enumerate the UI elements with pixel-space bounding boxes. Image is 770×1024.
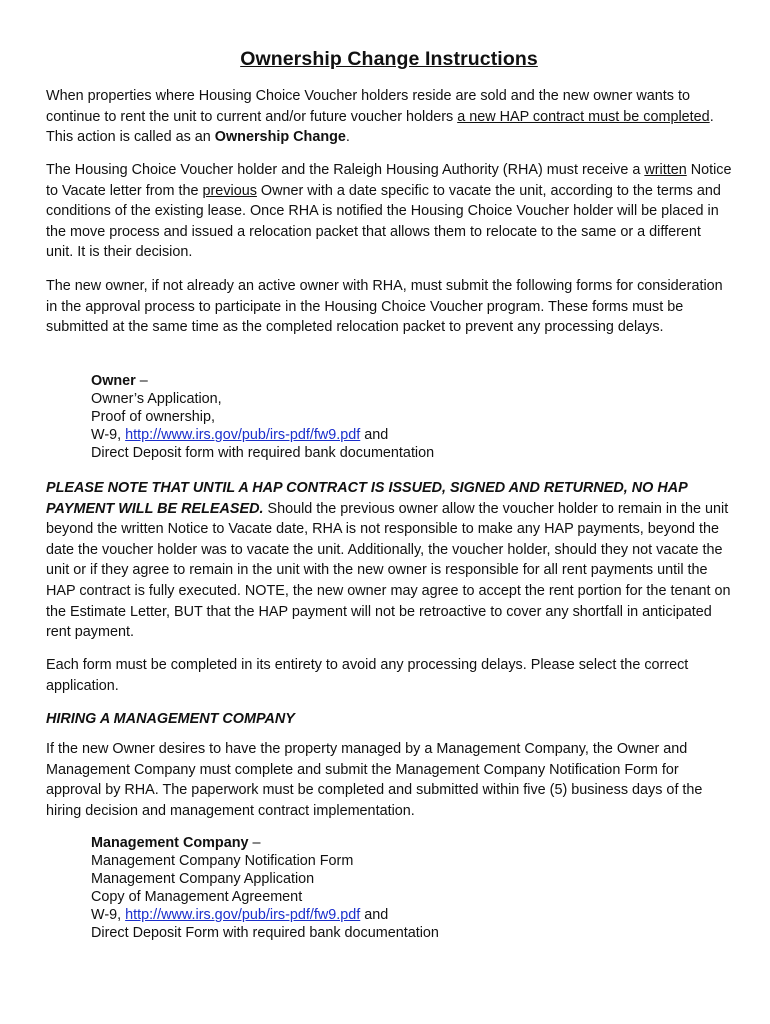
mgmt-heading-dash: – xyxy=(248,835,261,851)
mgmt-list-item: Management Company Notification Form xyxy=(91,853,354,869)
please-note-text: Should the previous owner allow the voucher holder to remain in the unit beyond the written Notice to Vacate date, RHA is not responsible to make any HAP payments, beyond the date the voucher holder was to vacate the unit. Additionally, the voucher holder, should they not vacate the unit or if they agree to remain in the unit with the new owner is responsible for all rent payments until the HAP contract is fully executed. NOTE, the new owner may agree to accept the rent portion for the tenant on the Estimate Letter, BUT that the HAP payment will not be retroactive to cover any shortfall in anticipated rent payment. xyxy=(46,500,731,641)
management-paragraph: If the new Owner desires to have the property managed by a Management Company, the Owner and Management Company must complete and submit the Management Company Notification Form for approval by RHA. The paperwork must be completed and submitted within five (5) business days of the hiring decision and management contract implementation. xyxy=(46,741,703,819)
owner-list-item: Proof of ownership, xyxy=(91,409,215,425)
ownership-change-term: Ownership Change xyxy=(214,129,346,146)
owner-heading-dash: – xyxy=(135,373,148,389)
notice-text-2: Notice to Vacate letter from the xyxy=(46,162,732,199)
previous-underline: previous xyxy=(202,182,257,199)
mgmt-list-item: Management Company Application xyxy=(91,871,315,887)
mgmt-list-item: Copy of Management Agreement xyxy=(91,889,303,905)
notice-text: The Housing Choice Voucher holder and the Raleigh Housing Authority (RHA) must receive a xyxy=(46,162,645,178)
intro-text-2: . This action is called as an xyxy=(46,108,714,146)
mgmt-list-item-w9 xyxy=(91,906,731,924)
notice-text-3: Owner with a date specific to vacate the unit, according to the terms and conditions of the existing lease. Once RHA is notified the Housing Choice Voucher holder will be placed in the move process and issued a relocation packet that allows them to relocate to the same or a different unit. It is their decision. xyxy=(46,182,721,261)
intro-paragraph xyxy=(46,86,732,148)
owner-list-heading xyxy=(91,372,731,390)
owner-list-item: Direct Deposit form with required bank documentation xyxy=(91,445,435,461)
page-title: Ownership Change Instructions xyxy=(240,48,538,70)
mgmt-list-item: Direct Deposit Form with required bank documentation xyxy=(91,925,439,941)
please-note-warning: PLEASE NOTE THAT UNTIL A HAP CONTRACT IS ISSUED, SIGNED AND RETURNED, NO HAP PAYMENT WILL BE RELEASED. xyxy=(46,480,688,517)
hiring-heading: HIRING A MANAGEMENT COMPANY xyxy=(46,711,295,727)
w9-prefix: W-9, xyxy=(91,907,126,923)
intro-text: When properties where Housing Choice Voucher holders reside are sold and the new owner wants to continue to rent the unit to current and/or future voucher holders xyxy=(46,88,690,125)
owner-list-item: Owner’s Application, xyxy=(91,391,222,407)
each-form-paragraph: Each form must be completed in its entirety to avoid any processing delays. Please select the correct application. xyxy=(46,657,689,694)
w9-suffix: and xyxy=(360,907,389,923)
mgmt-heading-label: Management Company xyxy=(91,835,249,851)
new-owner-paragraph: The new owner, if not already an active owner with RHA, must submit the following forms for consideration in the approval process to participate in the Housing Choice Voucher program. These forms must be submitted at the same time as the completed relocation packet to prevent any processing delays. xyxy=(46,278,723,336)
written-underline: written xyxy=(644,162,687,178)
intro-period: . xyxy=(345,129,350,146)
w9-suffix: and xyxy=(360,427,389,443)
owner-heading-label: Owner xyxy=(91,373,136,389)
w9-prefix: W-9, xyxy=(91,427,126,443)
please-note-paragraph xyxy=(46,478,732,643)
owner-forms-list xyxy=(91,372,731,462)
w9-link[interactable]: http://www.irs.gov/pub/irs-pdf/fw9.pdf xyxy=(125,907,361,923)
notice-paragraph xyxy=(46,160,732,263)
management-forms-list xyxy=(91,834,731,942)
w9-link[interactable]: http://www.irs.gov/pub/irs-pdf/fw9.pdf xyxy=(125,427,361,443)
mgmt-list-heading xyxy=(91,834,731,852)
owner-list-item-w9 xyxy=(91,426,731,444)
hap-contract-underline: a new HAP contract must be completed xyxy=(457,108,710,125)
